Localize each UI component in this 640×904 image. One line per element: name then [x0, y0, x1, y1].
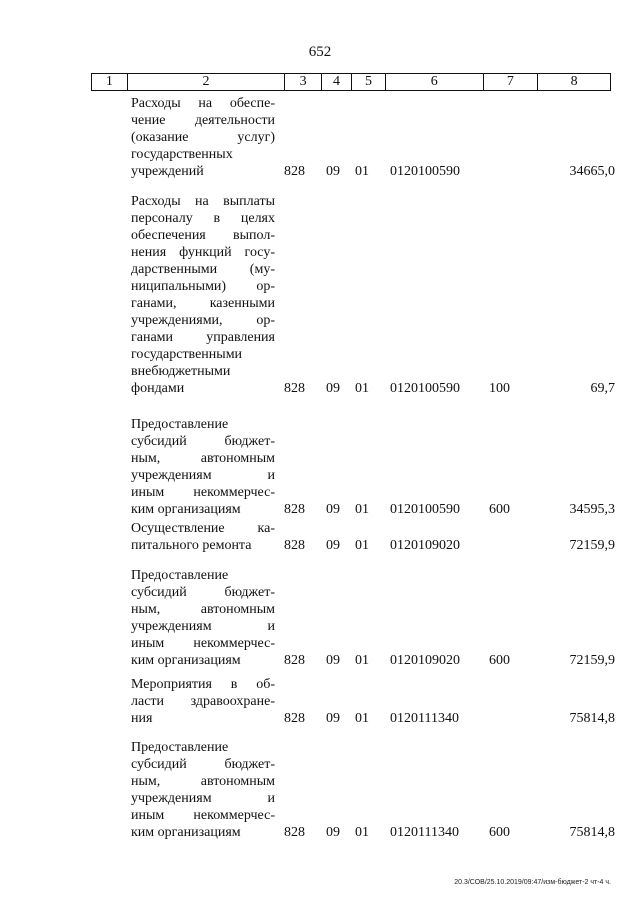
cell-c5: 01: [355, 653, 369, 668]
row-description: [131, 193, 275, 397]
description-line: ным, автономным: [131, 774, 275, 789]
cell-c4: 09: [326, 381, 340, 396]
cell-c5: 01: [355, 825, 369, 840]
cell-c4: 09: [326, 502, 340, 517]
table-row: [0, 520, 640, 554]
description-line: Расходы на выплаты: [131, 194, 275, 209]
description-line: учреждениям и: [131, 791, 275, 806]
description-line: государственных: [131, 147, 233, 162]
header-col-4: 4: [322, 74, 352, 90]
cell-c6: 0120100590: [390, 381, 460, 396]
row-description: [131, 520, 275, 554]
description-line: иным некоммерчес-: [131, 485, 275, 500]
description-line: персоналу в целях: [131, 211, 275, 226]
header-col-5: 5: [352, 74, 386, 90]
cell-c4: 09: [326, 164, 340, 179]
cell-c6: 0120100590: [390, 502, 460, 517]
row-description: [131, 567, 275, 669]
cell-c5: 01: [355, 164, 369, 179]
cell-c8: 75814,8: [569, 825, 615, 840]
cell-c7: 600: [489, 502, 510, 517]
cell-c4: 09: [326, 653, 340, 668]
header-col-8: 8: [570, 74, 578, 89]
description-line: ким организациям: [131, 825, 241, 840]
description-line: учреждениями, ор-: [131, 313, 275, 328]
description-line: обеспечения выпол-: [131, 228, 275, 243]
cell-c5: 01: [355, 711, 369, 726]
description-line: ниципальными) ор-: [131, 279, 275, 294]
description-line: учреждениям и: [131, 468, 275, 483]
description-line: (оказание услуг): [131, 130, 275, 145]
description-line: дарственными (му-: [131, 262, 275, 277]
description-line: Расходы на обеспе-: [131, 96, 275, 111]
page-number: 652: [308, 44, 332, 60]
cell-c3: 828: [284, 711, 305, 726]
cell-c8: 69,7: [590, 381, 615, 396]
description-line: фондами: [131, 381, 185, 396]
cell-c5: 01: [355, 381, 369, 396]
cell-c3: 828: [284, 653, 305, 668]
description-line: ганами управления: [131, 330, 275, 345]
cell-c8: 72159,9: [569, 653, 615, 668]
description-line: Предоставление: [131, 740, 229, 755]
cell-c5: 01: [355, 502, 369, 517]
cell-c4: 09: [326, 825, 340, 840]
table-row: [0, 739, 640, 841]
row-description: [131, 676, 275, 727]
footer-code: 20.3/СОВ/25.10.2019/09:47/изм-бюджет-2 чт-4 ч.: [454, 879, 611, 886]
cell-c3: 828: [284, 381, 305, 396]
description-line: ким организациям: [131, 502, 241, 517]
cell-c7: 600: [489, 653, 510, 668]
cell-c4: 09: [326, 538, 340, 553]
table-row: [0, 416, 640, 518]
description-line: субсидий бюджет-: [131, 434, 275, 449]
table-row: [0, 95, 640, 180]
row-description: [131, 416, 275, 518]
description-line: ния: [131, 711, 153, 726]
description-line: чение деятельности: [131, 113, 275, 128]
cell-c6: 0120100590: [390, 164, 460, 179]
table-row: [0, 193, 640, 397]
cell-c6: 0120111340: [390, 711, 459, 726]
description-line: ласти здравоохране-: [131, 694, 275, 709]
description-line: Предоставление: [131, 417, 229, 432]
description-line: ным, автономным: [131, 451, 275, 466]
cell-c6: 0120109020: [390, 653, 460, 668]
row-description: [131, 739, 275, 841]
cell-c8: 75814,8: [569, 711, 615, 726]
description-line: Осуществление ка-: [131, 521, 275, 536]
cell-c3: 828: [284, 825, 305, 840]
description-line: иным некоммерчес-: [131, 636, 275, 651]
description-line: учреждениям и: [131, 619, 275, 634]
description-line: нения функций госу-: [131, 245, 275, 260]
description-line: ганами, казенными: [131, 296, 275, 311]
cell-c8: 34665,0: [569, 164, 615, 179]
description-line: субсидий бюджет-: [131, 585, 275, 600]
description-line: ным, автономным: [131, 602, 275, 617]
header-col-3: 3: [285, 74, 322, 90]
cell-c6: 0120111340: [390, 825, 459, 840]
description-line: субсидий бюджет-: [131, 757, 275, 772]
description-line: ким организациям: [131, 653, 241, 668]
description-line: иным некоммерчес-: [131, 808, 275, 823]
cell-c5: 01: [355, 538, 369, 553]
cell-c3: 828: [284, 164, 305, 179]
description-line: внебюджетными: [131, 364, 231, 379]
description-line: Мероприятия в об-: [131, 677, 275, 692]
cell-c4: 09: [326, 711, 340, 726]
header-col-7: 7: [484, 74, 539, 90]
row-description: [131, 95, 275, 180]
cell-c3: 828: [284, 538, 305, 553]
description-line: государственными: [131, 347, 243, 362]
header-col-6: 6: [386, 74, 484, 90]
table-row: [0, 676, 640, 727]
header-col-1: 1: [92, 74, 128, 90]
description-line: учреждений: [131, 164, 204, 179]
table-header: [91, 73, 611, 91]
cell-c6: 0120109020: [390, 538, 460, 553]
cell-c7: 600: [489, 825, 510, 840]
cell-c8: 34595,3: [569, 502, 615, 517]
cell-c8: 72159,9: [569, 538, 615, 553]
description-line: Предоставление: [131, 568, 229, 583]
description-line: питального ремонта: [131, 538, 252, 553]
header-col-2: 2: [128, 74, 285, 90]
table-row: [0, 567, 640, 669]
cell-c3: 828: [284, 502, 305, 517]
cell-c7: 100: [489, 381, 510, 396]
